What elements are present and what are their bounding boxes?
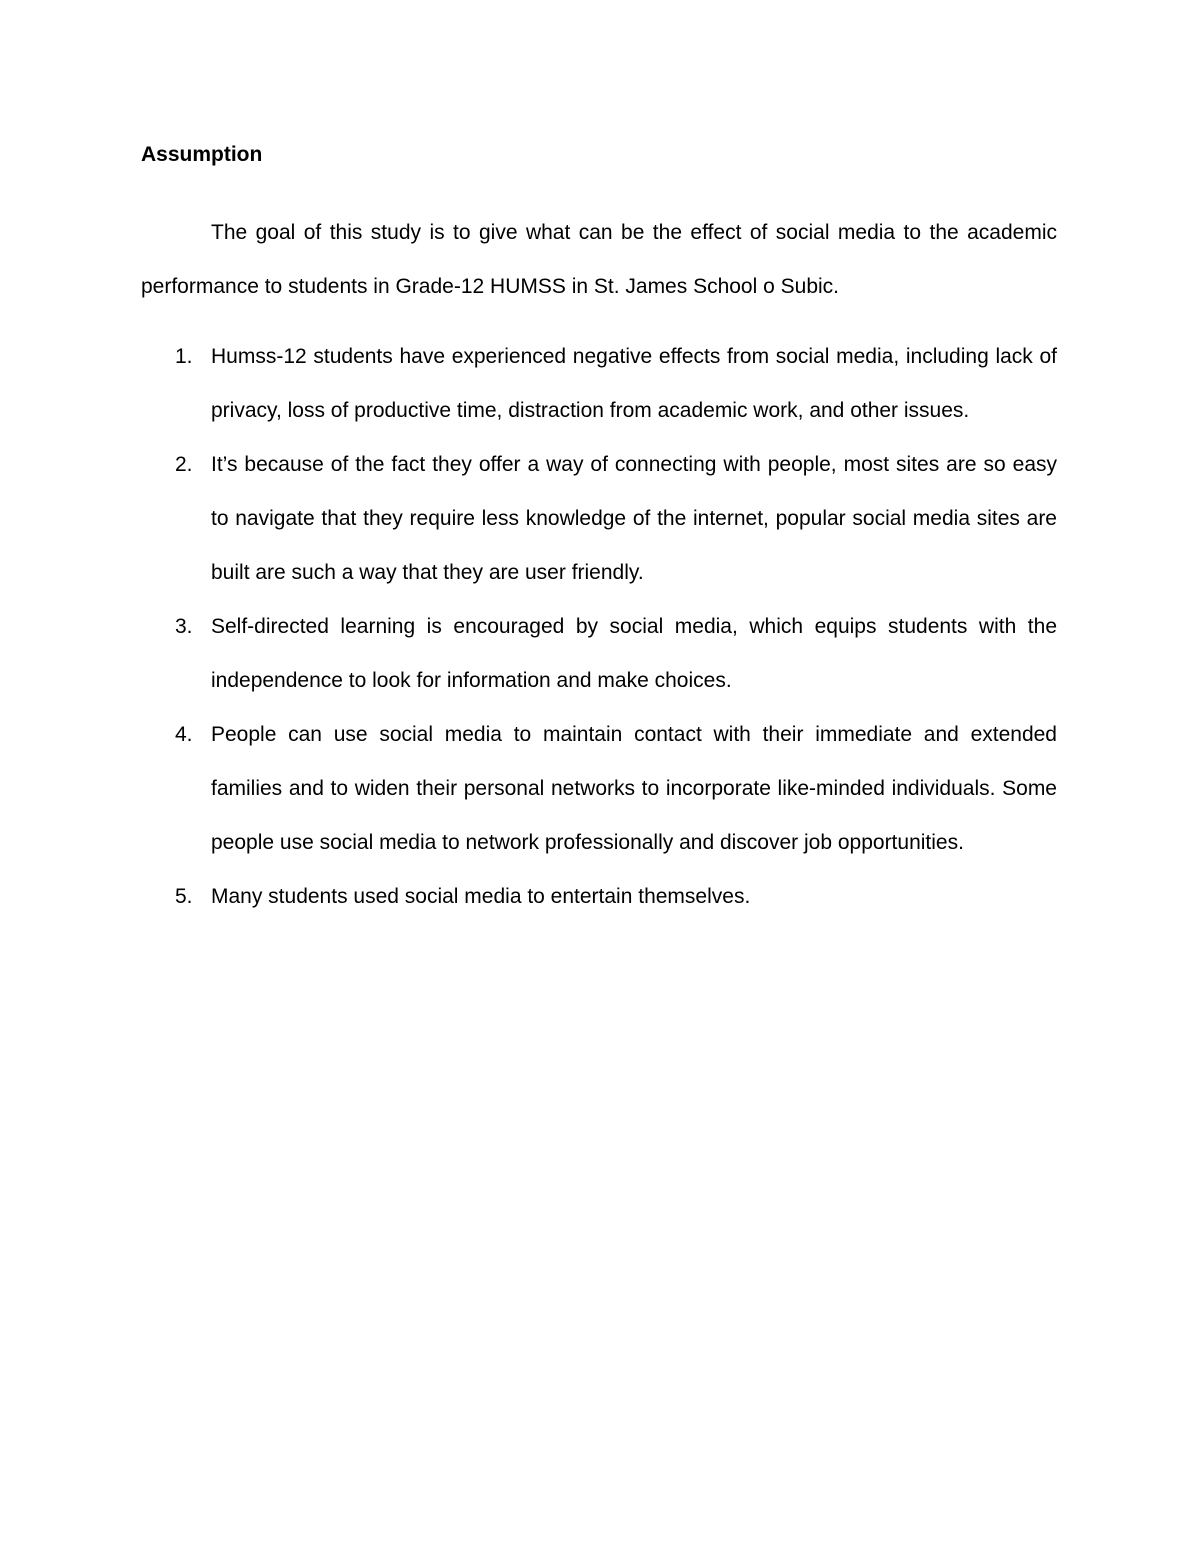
list-item-number: 5.: [175, 885, 193, 908]
list-item-number: 3.: [175, 615, 193, 638]
list-item: [141, 600, 1057, 708]
list-item-text: Many students used social media to entertain themselves.: [211, 885, 751, 908]
list-item-text: People can use social media to maintain contact with their immediate and extended families and to widen their personal networks to incorporate like-minded individuals. Some people use social media to network professionally and discover job opportunities.: [211, 723, 1057, 854]
list-item: [141, 438, 1057, 600]
list-item-number: 1.: [175, 345, 193, 368]
list-item-number: 4.: [175, 723, 193, 746]
list-item-text: Self-directed learning is encouraged by social media, which equips students with the independence to look for information and make choices.: [211, 615, 1057, 692]
list-item-text: Humss-12 students have experienced negative effects from social media, including lack of privacy, loss of productive time, distraction from academic work, and other issues.: [211, 345, 1057, 422]
assumption-list: [141, 330, 1057, 924]
section-heading: Assumption: [141, 143, 263, 166]
list-item: [141, 870, 1057, 924]
list-item: [141, 330, 1057, 438]
list-item-text: It’s because of the fact they offer a way of connecting with people, most sites are so easy to navigate that they require less knowledge of the internet, popular social media sites are built are such a way that they are user friendly.: [211, 453, 1057, 584]
list-item-number: 2.: [175, 453, 193, 476]
document-body: [141, 138, 1057, 924]
intro-paragraph: The goal of this study is to give what can be the effect of social media to the academic performance to students in Grade-12 HUMSS in St. James School o Subic.: [141, 221, 1057, 298]
list-item: [141, 708, 1057, 870]
